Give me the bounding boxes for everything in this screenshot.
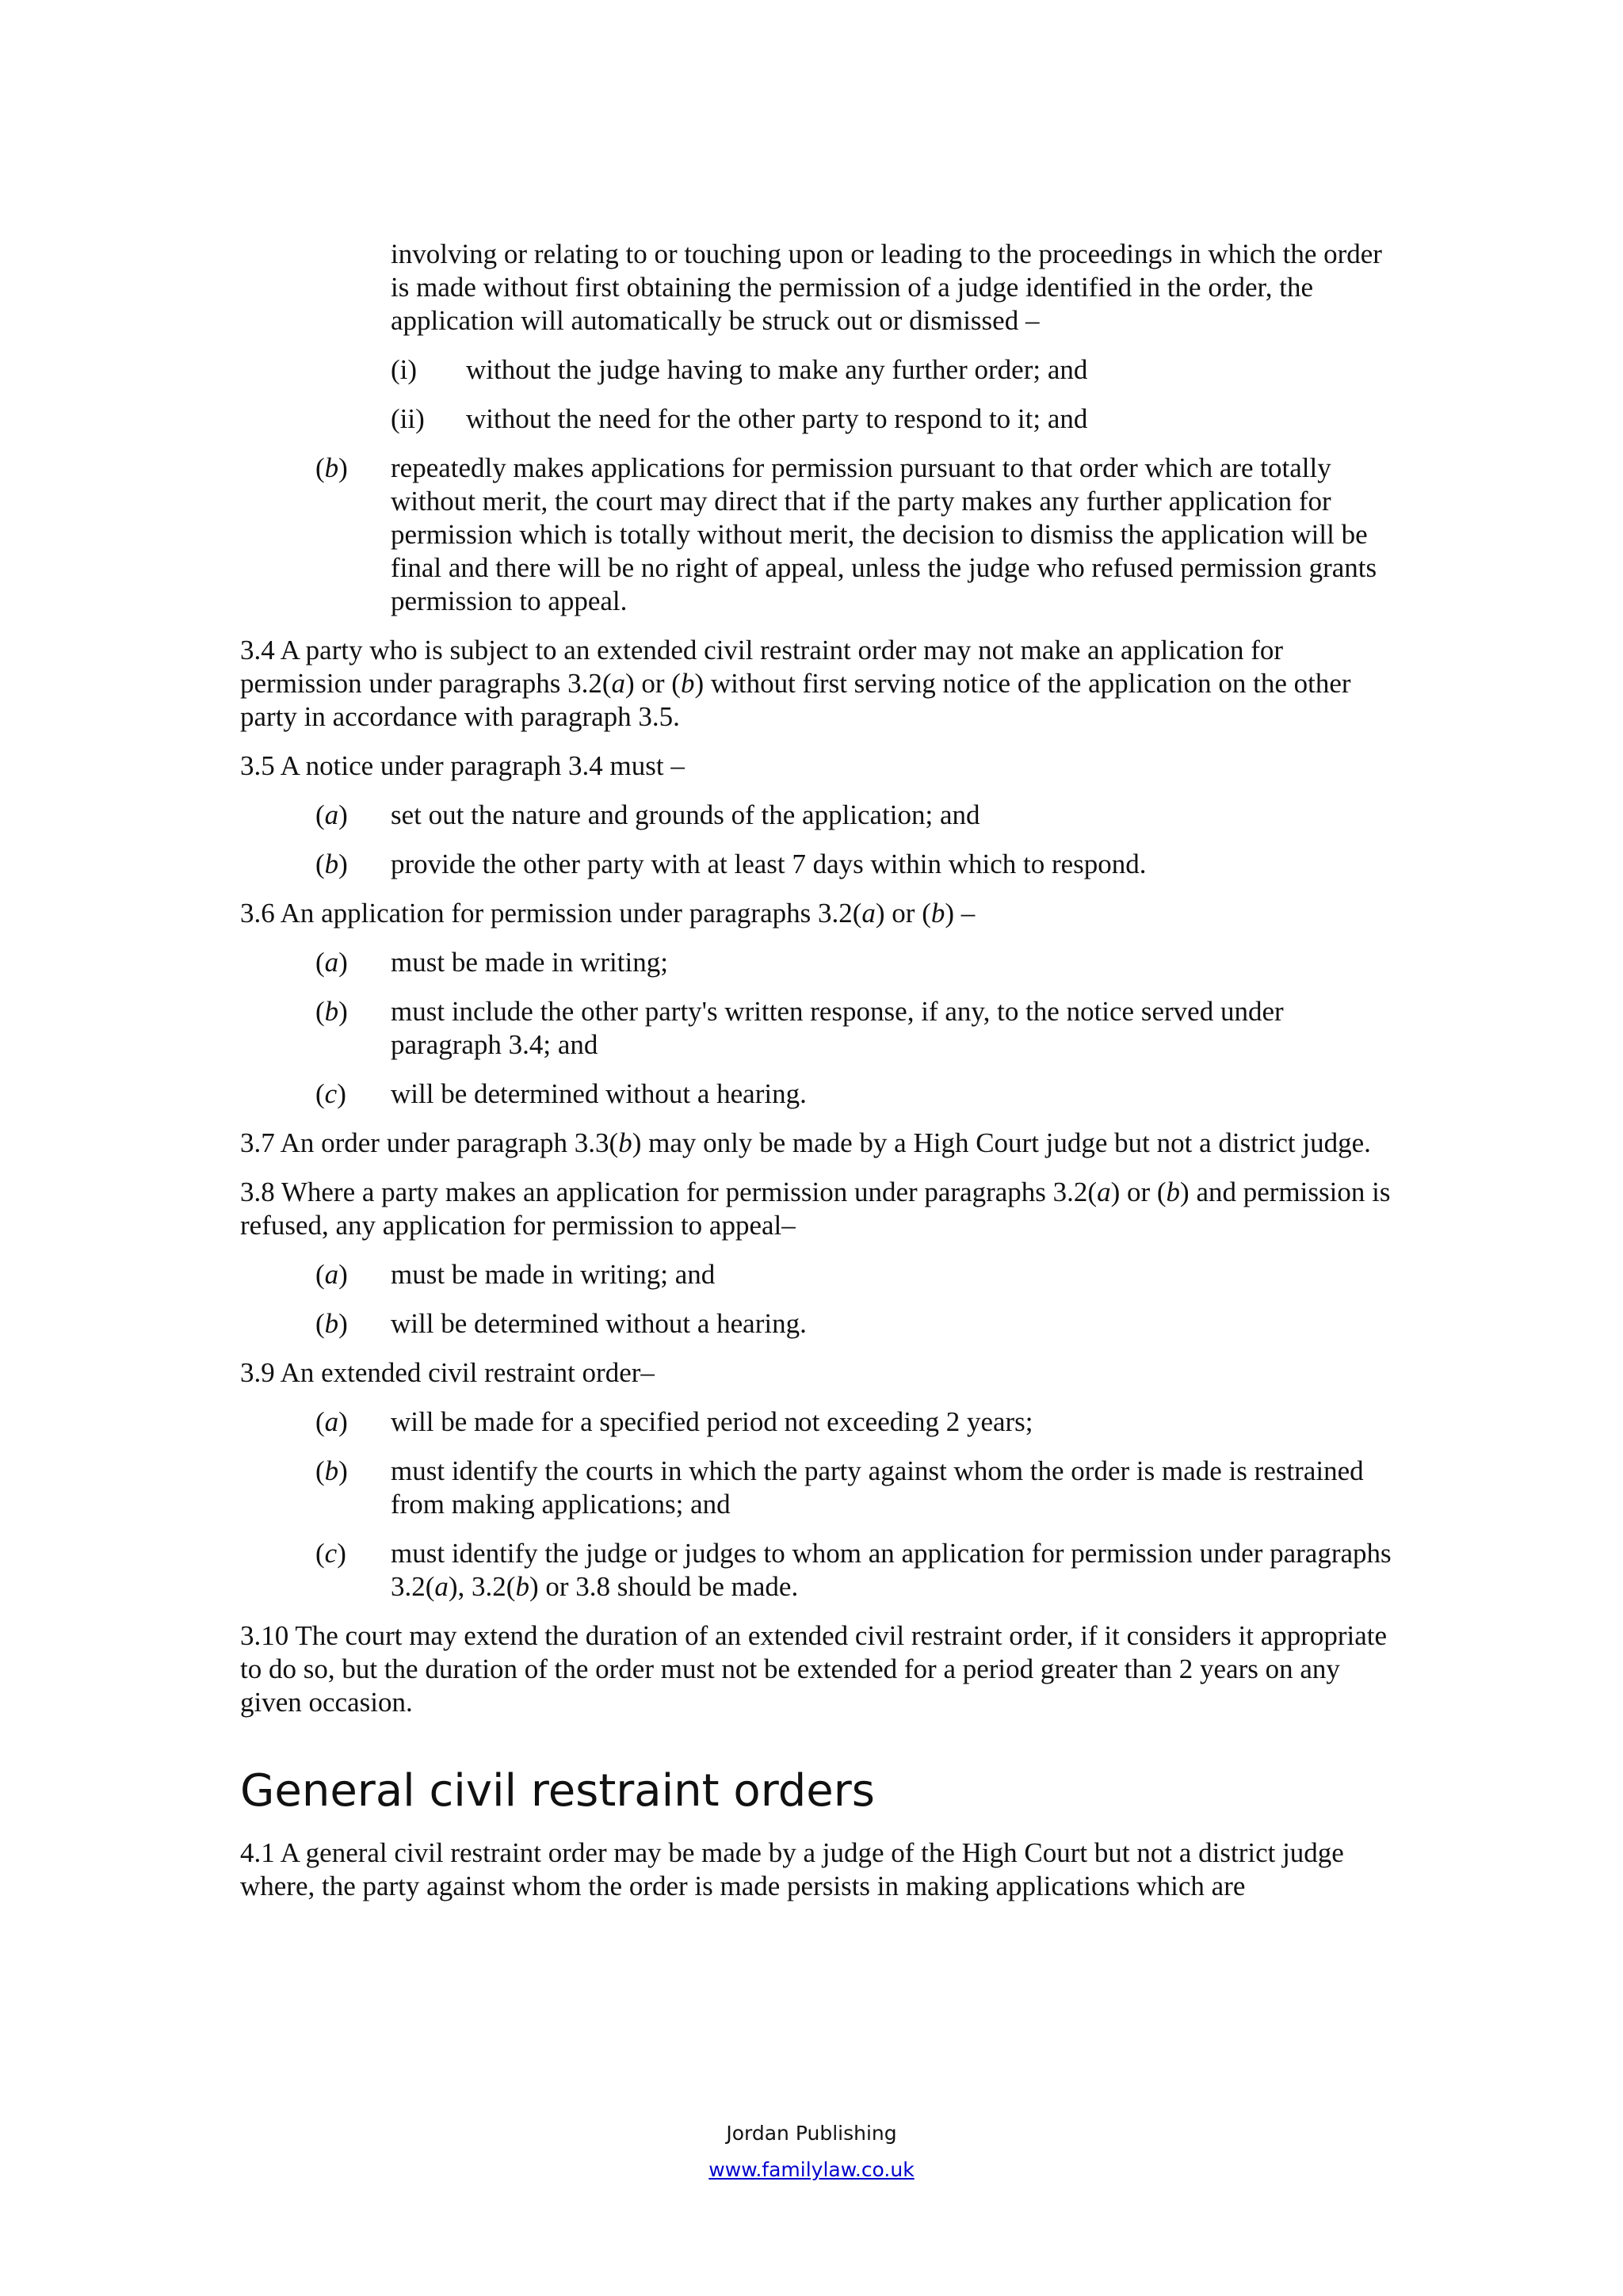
list-text: must be made in writing; and — [391, 1259, 716, 1290]
paragraph-3-8: 3.8 Where a party makes an application for permission under paragraphs 3.2(a) or (b) and permission is refused, any application for permission to appeal– — [240, 1177, 1391, 1241]
list-label: (b) — [315, 452, 348, 483]
footer-website-link[interactable]: www.familylaw.co.uk — [708, 2158, 915, 2181]
list-label: (c) — [315, 1078, 346, 1109]
list-label: (a) — [315, 1406, 348, 1437]
list-label: (b) — [315, 996, 348, 1027]
list-label: (ii) — [391, 403, 425, 434]
list-item — [240, 1455, 1397, 1521]
list-text: without the need for the other party to respond to it; and — [466, 403, 1088, 434]
list-label: (a) — [315, 799, 348, 830]
footer-publisher: Jordan Publishing — [726, 2122, 897, 2145]
list-label: (b) — [315, 1308, 348, 1339]
list-text: provide the other party with at least 7 days within which to respond. — [391, 849, 1147, 879]
list-text: must be made in writing; — [391, 947, 668, 978]
paragraph-3-7: 3.7 An order under paragraph 3.3(b) may only be made by a High Court judge but not a district judge. — [240, 1127, 1371, 1158]
list-item — [240, 799, 1397, 832]
list-label: (a) — [315, 947, 348, 978]
list-text: repeatedly makes applications for permission pursuant to that order which are totally without merit, the court may direct that if the party makes any further application for permission which is totally without merit, the decision to dismiss the application will be final and there will be no right of appeal, unless the judge who refused permission grants permission to appeal. — [391, 452, 1377, 616]
list-label: (a) — [315, 1259, 348, 1290]
list-text: must identify the courts in which the party against whom the order is made is restrained from making applications; and — [391, 1455, 1364, 1520]
list-text: will be made for a specified period not exceeding 2 years; — [391, 1406, 1033, 1437]
list-item — [240, 1537, 1397, 1604]
paragraph-3-4: 3.4 A party who is subject to an extended civil restraint order may not make an application for permission under paragraphs 3.2(a) or (b) without first serving notice of the application on the other party in accordance with paragraph 3.5. — [240, 635, 1351, 732]
paragraph-3-5: 3.5 A notice under paragraph 3.4 must – — [240, 750, 685, 781]
list-item — [240, 1258, 1397, 1291]
list-text: set out the nature and grounds of the application; and — [391, 799, 980, 830]
list-item — [240, 353, 1397, 387]
list-label: (i) — [391, 354, 418, 385]
list-item — [240, 1405, 1397, 1439]
paragraph-4-1: 4.1 A general civil restraint order may be made by a judge of the High Court but not a district judge where, the party against whom the order is made persists in making applications which are — [240, 1837, 1344, 1901]
list-item — [240, 995, 1397, 1062]
list-text: will be determined without a hearing. — [391, 1308, 807, 1339]
list-label: (b) — [315, 849, 348, 879]
list-text: must include the other party's written response, if any, to the notice served under paragraph 3.4; and — [391, 996, 1284, 1060]
paragraph-3-6: 3.6 An application for permission under paragraphs 3.2(a) or (b) – — [240, 898, 976, 929]
document-body — [240, 238, 1397, 1919]
list-label: (c) — [315, 1538, 346, 1569]
list-item — [240, 946, 1397, 979]
list-label: (b) — [315, 1455, 348, 1486]
paragraph-3-9: 3.9 An extended civil restraint order– — [240, 1357, 655, 1388]
list-item — [240, 402, 1397, 436]
list-text: must identify the judge or judges to whom an application for permission under paragraphs 3.2(a), 3.2(b) or 3.8 should be made. — [391, 1538, 1392, 1602]
section-heading: General civil restraint orders — [240, 1765, 875, 1817]
list-item — [240, 1077, 1397, 1111]
continued-paragraph: involving or relating to or touching upon or leading to the proceedings in which the order is made without first obtaining the permission of a judge identified in the order, the application will automatically be struck out or dismissed – — [391, 238, 1382, 336]
list-item — [240, 452, 1397, 618]
list-item — [240, 1307, 1397, 1341]
list-text: will be determined without a hearing. — [391, 1078, 807, 1109]
paragraph-3-10: 3.10 The court may extend the duration of an extended civil restraint order, if it considers it appropriate to do so, but the duration of the order must not be extended for a period greater than 2 years on any given occasion. — [240, 1620, 1388, 1718]
list-text: without the judge having to make any further order; and — [466, 354, 1088, 385]
list-item — [240, 848, 1397, 881]
